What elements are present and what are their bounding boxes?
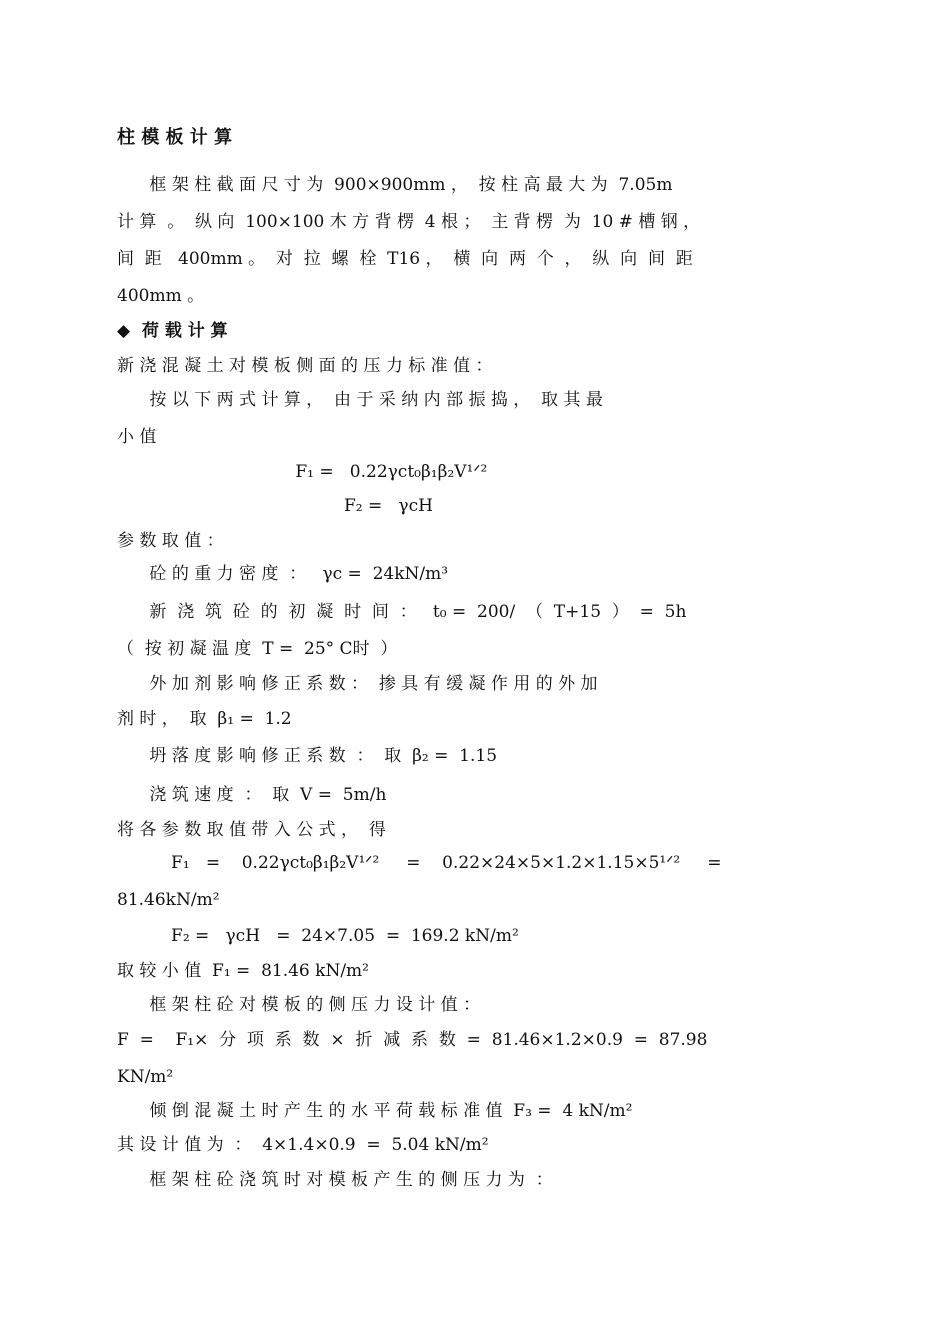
formula-f1: F₁ = 0.22γct₀β₁β₂V¹ᐟ² <box>117 462 488 482</box>
text-line: 取 较 小 值 F₁ = 81.46 kN/m² <box>117 961 369 981</box>
text-line: 倾 倒 混 凝 土 时 产 生 的 水 平 荷 载 标 准 值 F₃ = 4 kN/m² <box>117 1101 633 1121</box>
text-line: 按 以 下 两 式 计 算 ， 由 于 采 纳 内 部 振 捣 ， 取 其 最 <box>117 390 603 410</box>
text-line: 砼 的 重 力 密 度 ： γc = 24kN/m³ <box>117 564 449 584</box>
intro-line: 间 距 400mm 。 对 拉 螺 栓 T16 ， 横 向 两 个 ， 纵 向 间 距 <box>117 249 693 269</box>
text-line: 其 设 计 值 为 ： 4×1.4×0.9 = 5.04 kN/m² <box>117 1135 489 1155</box>
intro-line: 400mm 。 <box>117 286 205 306</box>
text-line: 将 各 参 数 取 值 带 入 公 式 ， 得 <box>117 820 386 840</box>
formula-line: F₂ = γcH = 24×7.05 = 169.2 kN/m² <box>117 926 519 946</box>
formula-f2: F₂ = γcH <box>117 496 433 516</box>
text-line: 坍 落 度 影 响 修 正 系 数 ： 取 β₂ = 1.15 <box>117 746 498 766</box>
intro-line: 计 算 。 纵 向 100×100 木 方 背 楞 4 根 ； 主 背 楞 为 10 # 槽 钢 ， <box>117 212 701 232</box>
text-line: 新 浇 筑 砼 的 初 凝 时 间 ： t₀ = 200/ （ T+15 ） = 5h <box>117 602 687 622</box>
text-line: 框 架 柱 砼 对 模 板 的 侧 压 力 设 计 值 ： <box>117 995 481 1015</box>
text-line: 浇 筑 速 度 ： 取 V = 5m/h <box>117 785 387 805</box>
text-line: 参 数 取 值 ： <box>117 531 224 551</box>
text-line: （ 按 初 凝 温 度 T = 25° C时 ） <box>117 639 398 659</box>
section-heading: ◆ 荷 载 计 算 <box>117 321 228 341</box>
intro-line: 框 架 柱 截 面 尺 寸 为 900×900mm ， 按 柱 高 最 大 为 7.05m <box>117 175 673 195</box>
text-line: 剂 时 ， 取 β₁ = 1.2 <box>117 709 292 729</box>
formula-line: F₁ = 0.22γct₀β₁β₂V¹ᐟ² = 0.22×24×5×1.2×1.15×5¹ᐟ² = <box>117 853 722 873</box>
text-line: 框 架 柱 砼 浇 筑 时 对 模 板 产 生 的 侧 压 力 为 ： <box>117 1170 553 1190</box>
text-line: F = F₁× 分 项 系 数 × 折 减 系 数 = 81.46×1.2×0.9 = 87.98 <box>117 1030 708 1050</box>
text-line: 81.46kN/m² <box>117 890 220 910</box>
text-line: 外 加 剂 影 响 修 正 系 数 ： 掺 具 有 缓 凝 作 用 的 外 加 <box>117 674 598 694</box>
text-line: 小 值 <box>117 427 157 447</box>
text-line: KN/m² <box>117 1067 174 1087</box>
text-line: 新 浇 混 凝 土 对 模 板 侧 面 的 压 力 标 准 值 ： <box>117 356 493 376</box>
page-title: 柱 模 板 计 算 <box>117 127 233 148</box>
